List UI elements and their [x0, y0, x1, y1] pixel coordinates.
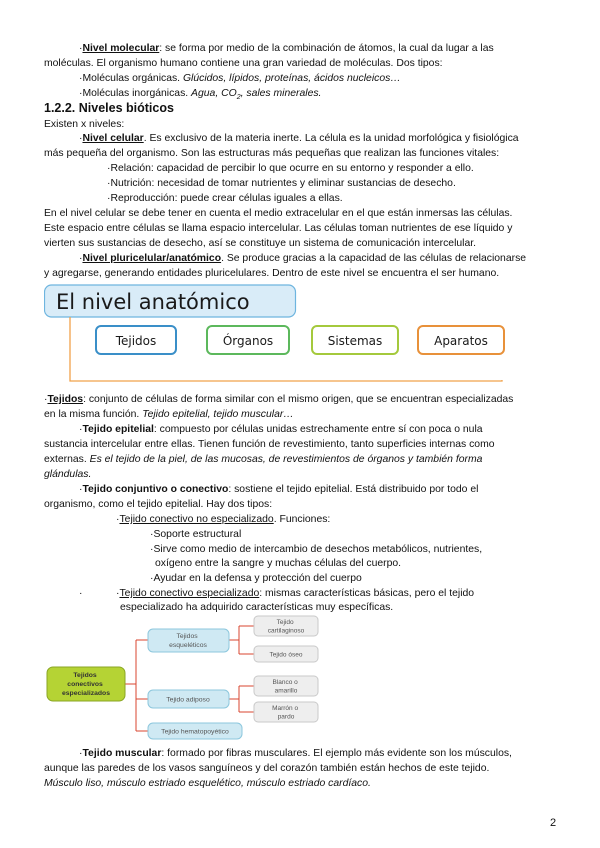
especializado-line: ·Tejido conectivo especializado: mismas características básicas, pero el tejido [116, 588, 475, 599]
tejidos-term: Tejidos [47, 394, 84, 405]
function-item: ·Sirve como medio de intercambio de desechos metabólicos, nutrientes, [150, 544, 483, 555]
molecular-line-2: moléculas. El organismo humano contiene una gran variedad de moléculas. Dos tipos: [44, 58, 443, 69]
node-hematopoyetico [148, 723, 242, 739]
banner-title: El nivel anatómico [56, 290, 250, 314]
conjuntivo-line-2: organismo, como el tejido epitelial. Hay dos tipos: [44, 499, 273, 510]
inorganic-molecules: ·Moléculas inorgánicas. Agua, $CO_2$, sales minerales. [79, 88, 322, 102]
page-number: 2 [550, 817, 557, 829]
svg-text:Tejido hematopoyético: Tejido hematopoyético [161, 728, 229, 736]
no-especializado-label: Tejido conectivo no especializado [119, 514, 274, 525]
vital-function-item: ·Nutrición: necesidad de tomar nutrientes y eliminar sustancias de desecho. [107, 178, 456, 189]
muscular-term: Tejido muscular [82, 748, 162, 759]
bullet-dot: · [79, 588, 83, 599]
svg-text:Tejido adiposo: Tejido adiposo [166, 696, 210, 704]
banner-box-tejidos [96, 326, 176, 354]
pluricelular-line-2: y agregarse, generando entidades pluricelulares. Dentro de este nivel se encuentra el ser humano. [44, 268, 500, 279]
molecular-term: Nivel molecular [82, 43, 160, 54]
section-intro: Existen x niveles: [44, 119, 125, 130]
epitelial-line-3: externas. Es el tejido de la piel, de las mucosas, de revestimientos de órganos y también forma [44, 454, 483, 465]
pluricelular-term: Nivel pluricelular/anatómico [82, 253, 222, 264]
vital-function-item: ·Relación: capacidad de percibir lo que ocurre en su entorno y responder a ello. [107, 163, 474, 174]
epitelial-line-4: glándulas. [44, 469, 92, 480]
conjuntivo-line-1: ·Tejido conjuntivo o conectivo: sostiene el tejido epitelial. Está distribuido por todo el [79, 484, 479, 495]
svg-text:Órganos: Órganos [222, 334, 274, 348]
svg-text:Tejidos conectivos: Tejidos conectivos especializados [62, 672, 110, 697]
svg-text:Tejido óseo: Tejido óseo [269, 651, 303, 659]
section-title: 1.2.2. Niveles bióticos [44, 101, 174, 115]
tejidos-especializados-diagram [44, 612, 334, 740]
node-adiposo [148, 690, 229, 708]
svg-text:Marrón o pardo: Marrón o pardo [272, 705, 299, 721]
node-blanco [254, 676, 318, 696]
banner-box-organos [207, 326, 289, 354]
conjuntivo-term: Tejido conjuntivo o conectivo [82, 484, 229, 495]
function-item: oxígeno entre la sangre y muchas células del cuerpo. [155, 558, 402, 569]
function-item: ·Soporte estructural [150, 529, 242, 540]
svg-text:Sistemas: Sistemas [327, 334, 383, 348]
vital-function-item: ·Reproducción: puede crear células iguales a ellas. [107, 193, 343, 204]
muscular-line-2: aunque las paredes de los vasos sanguíneos y del corazón también están hechos de este tejido. [44, 763, 490, 774]
node-cartilaginoso [254, 616, 318, 636]
molecular-line-1: ·Nivel molecular: se forma por medio de la combinación de átomos, la cual da lugar a las [79, 43, 494, 54]
banner-box-aparatos [418, 326, 504, 354]
celular-after-line: vierten sus sustancias de desecho, así se constituye un sistema de comunicación intercelular. [44, 238, 477, 249]
tejidos-line-1: ·Tejidos: conjunto de células de forma similar con el mismo origen, que se encuentran especializadas [44, 394, 514, 405]
muscular-line-1: ·Tejido muscular: formado por fibras musculares. El ejemplo más evidente son los músculos, [79, 748, 512, 759]
svg-text:Tejidos: Tejidos [115, 334, 157, 348]
node-marron [254, 702, 318, 722]
svg-text:Aparatos: Aparatos [434, 334, 488, 348]
svg-text:Blanco o amarillo: Blanco o amarillo [272, 679, 298, 695]
nivel-anatomico-diagram [44, 284, 542, 384]
no-especializado-line: ·Tejido conectivo no especializado. Funciones: [116, 514, 331, 525]
node-root [47, 667, 125, 701]
epitelial-line-1: ·Tejido epitelial: compuesto por células unidas estrechamente entre sí con poca o nula [79, 424, 483, 435]
tejidos-line-2: en la misma función. Tejido epitelial, tejido muscular… [44, 409, 294, 420]
celular-term: Nivel celular [82, 133, 144, 144]
node-esqueleticos [148, 629, 229, 652]
celular-after-line: Este espacio entre células se llama espacio intercelular. Las células toman nutrientes de ese líquido y [44, 223, 513, 234]
svg-text:Tejidos esqueléticos: Tejidos esqueléticos [169, 633, 207, 649]
celular-line-1: ·Nivel celular. Es exclusivo de la materia inerte. La célula es la unidad morfológica y fisiológica [79, 133, 519, 144]
especializado-line-2: especializado ha adquirido características muy específicas. [120, 602, 394, 613]
epitelial-term: Tejido epitelial [82, 424, 154, 435]
especializado-label: Tejido conectivo especializado [119, 588, 260, 599]
muscular-line-3: Músculo liso, músculo estriado esquelético, músculo estriado cardíaco. [44, 778, 371, 789]
epitelial-line-2: sustancia intercelular entre ellas. Tienen función de revestimiento, tanto superficies internas como [44, 439, 495, 450]
celular-after-line: En el nivel celular se debe tener en cuenta el medio extracelular en el que están inmersas las células. [44, 208, 513, 219]
node-oseo [254, 646, 318, 662]
banner-box-sistemas [312, 326, 398, 354]
pluricelular-line-1: ·Nivel pluricelular/anatómico. Se produce gracias a la capacidad de las células de relacionarse [79, 253, 527, 264]
svg-text:Tejido cartilaginoso: Tejido cartilaginoso [267, 619, 305, 635]
organic-molecules: ·Moléculas orgánicas. Glúcidos, lípidos, proteínas, ácidos nucleicos… [79, 73, 401, 84]
celular-line-2: más pequeña del organismo. Son las estructuras más pequeñas que realizan las funciones vitales: [44, 148, 500, 159]
function-item: ·Ayudar en la defensa y protección del cuerpo [150, 573, 362, 584]
